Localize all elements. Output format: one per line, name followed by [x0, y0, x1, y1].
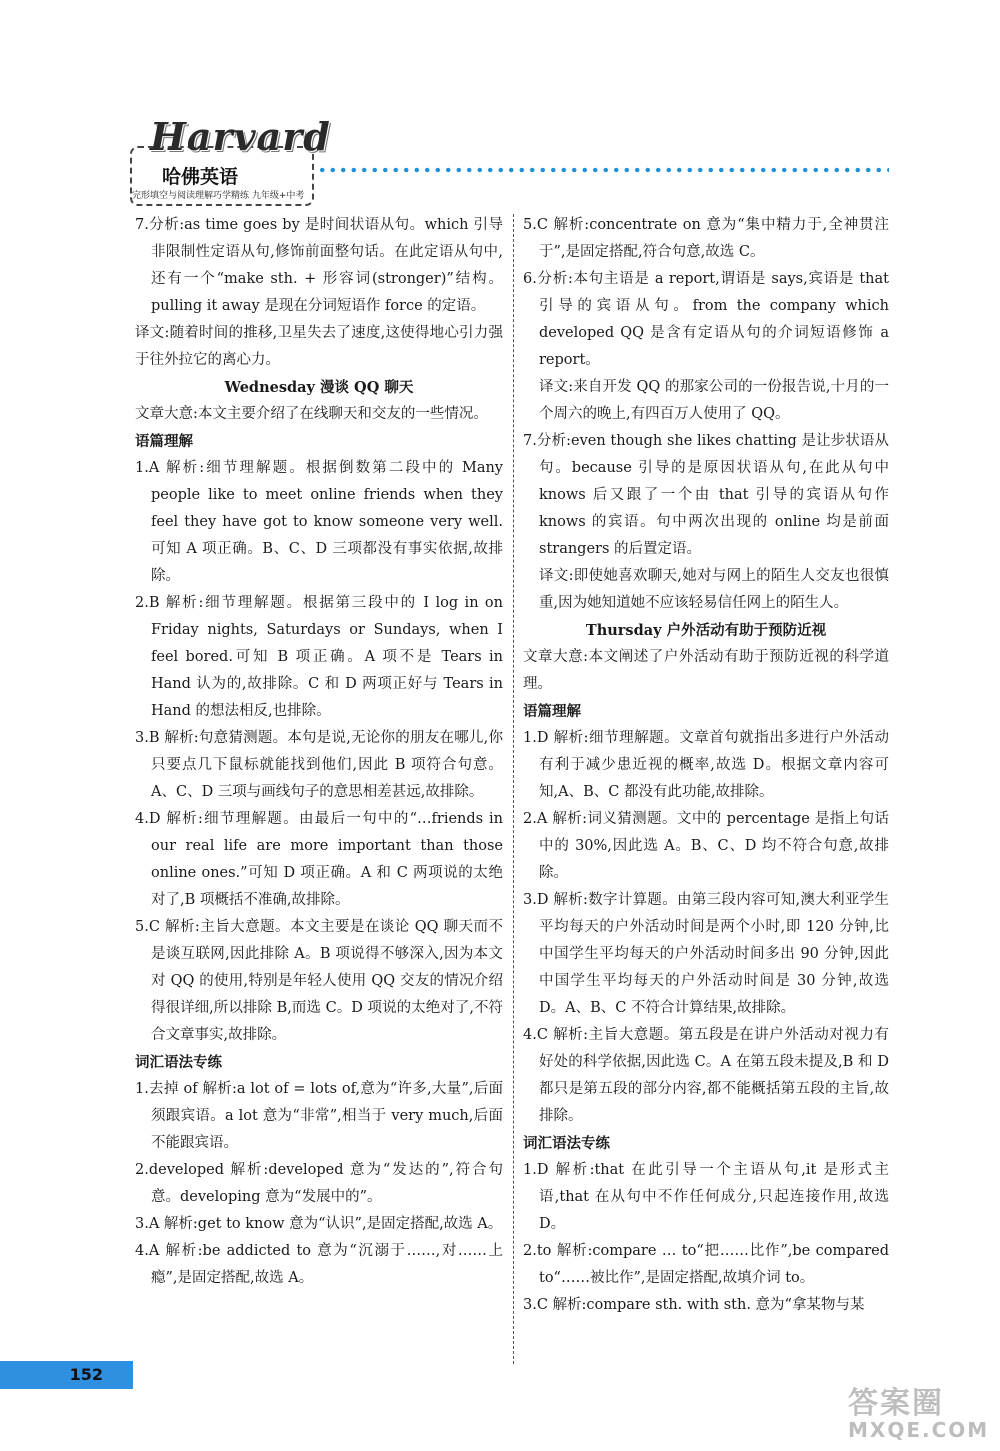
watermark-url: MXQE.COM — [848, 1418, 990, 1442]
main-idea: 文章大意:本文阐述了户外活动有助于预防近视的科学道理。 — [523, 649, 889, 692]
watermark-text: 答案圈 — [848, 1386, 944, 1421]
translation: 译文:即使她喜欢聊天,她对与网上的陌生人交友也很慎重,因为她知道她不应该轻易信任网上的陌生人。 — [539, 568, 889, 611]
answer-item: 4.D 解析:细节理解题。由最后一句中的“…friends in our real life are more important than those online ones.”可知 D 项正确。A 和 C 两项说的太绝对了,B 项概括不准确,故排除。 — [135, 811, 503, 908]
answer-item: 2.developed 解析:developed 意为“发达的”,符合句意。developing 意为“发展中的”。 — [135, 1162, 503, 1205]
logo-wordmark: Harvard — [150, 114, 331, 159]
watermark — [848, 1378, 998, 1448]
answer-item: 3.D 解析:数字计算题。由第三段内容可知,澳大利亚学生平均每天的户外活动时间是两个小时,即 120 分钟,比中国学生平均每天的户外活动时间多出 90 分钟,因此中国学生平均每天的户外活动时间是 30 分钟,故选 D。A、B、C 不符合计算结果,故排除。 — [523, 892, 889, 1016]
main-idea: 文章大意:本文主要介绍了在线聊天和交友的一些情况。 — [135, 406, 488, 422]
subsection-heading: 词汇语法专练 — [135, 1054, 222, 1071]
answer-item: 2.B 解析:细节理解题。根据第三段中的 I log in on Friday nights, Saturdays or Sundays, when I feel bored.可知 B 项正确。A 项不是 Tears in Hand 认为的,故排除。C 和 D 两项正好与 Tears in Hand 的想法相反,也排除。 — [135, 595, 503, 719]
subsection-heading: 语篇理解 — [523, 703, 581, 720]
answer-item: 1.去掉 of 解析:a lot of = lots of,意为“许多,大量”,后面须跟宾语。a lot 意为“非常”,相当于 very much,后面不能跟宾语。 — [135, 1081, 503, 1151]
answer-item: 1.A 解析:细节理解题。根据倒数第二段中的 Many people like to meet online friends when they feel they have got to know someone very well.可知 A 项正确。B、C、D 三项都没有事实依据,故排除。 — [135, 460, 503, 584]
header-dotted-rule — [317, 167, 889, 173]
answer-item: 5.C 解析:concentrate on 意为“集中精力于,全神贯注于”,是固定搭配,符合句意,故选 C。 — [523, 217, 889, 260]
left-column — [135, 212, 503, 1292]
translation: 译文:来自开发 QQ 的那家公司的一份报告说,十月的一个周六的晚上,有四百万人使用了 QQ。 — [539, 379, 889, 422]
answer-item: 2.to 解析:compare … to“把……比作”,be compared to“……被比作”,是固定搭配,故填介词 to。 — [523, 1243, 889, 1286]
answer-item: 3.C 解析:compare sth. with sth. 意为“拿某物与某 — [523, 1297, 865, 1313]
answer-item: 2.A 解析:词义猜测题。文中的 percentage 是指上句话中的 30%,因此选 A。B、C、D 均不符合句意,故排除。 — [523, 811, 889, 881]
subsection-heading: 语篇理解 — [135, 433, 193, 450]
subsection-heading: 词汇语法专练 — [523, 1135, 610, 1152]
section-title: Thursday 户外活动有助于预防近视 — [585, 622, 827, 639]
section-title: Wednesday 漫谈 QQ 聊天 — [224, 379, 414, 396]
logo-chinese: 哈佛英语 — [162, 166, 239, 188]
answer-item: 3.B 解析:句意猜测题。本句是说,无论你的朋友在哪儿,你只要点几下鼠标就能找到他们,因此 B 项符合句意。A、C、D 三项与画线句子的意思相差甚远,故排除。 — [135, 730, 503, 800]
page-header — [112, 114, 892, 208]
answer-item: 1.D 解析:that 在此引导一个主语从句,it 是形式主语,that 在从句中不作任何成分,只起连接作用,故选 D。 — [523, 1162, 889, 1232]
answer-item: 7.分析:as time goes by 是时间状语从句。which 引导非限制性定语从句,修饰前面整句话。在此定语从句中,还有一个“make sth. + 形容词(stronger)”结构。pulling it away 是现在分词短语作 force 的定语。 — [135, 217, 503, 314]
answer-item: 6.分析:本句主语是 a report,谓语是 says,宾语是 that 引导的宾语从句。from the company which developed QQ 是含有定语从句的介词短语修饰 a report。 — [523, 271, 889, 368]
right-column — [523, 212, 889, 1319]
answer-item: 4.C 解析:主旨大意题。第五段是在讲户外活动对视力有好处的科学依据,因此选 C。A 在第五段未提及,B 和 D 都只是第五段的部分内容,都不能概括第五段的主旨,故排除。 — [523, 1027, 889, 1124]
answer-item: 3.A 解析:get to know 意为“认识”,是固定搭配,故选 A。 — [135, 1216, 503, 1232]
column-divider — [513, 214, 514, 1364]
answer-item: 1.D 解析:细节理解题。文章首句就指出多进行户外活动有利于减少患近视的概率,故选 D。根据文章内容可知,A、B、C 都没有此功能,故排除。 — [523, 730, 889, 800]
answer-item: 4.A 解析:be addicted to 意为“沉溺于……,对……上瘾”,是固定搭配,故选 A。 — [135, 1243, 503, 1286]
book-subtitle: 完形填空与阅读理解巧学精练 九年级+中考 — [132, 191, 305, 201]
answer-item: 7.分析:even though she likes chatting 是让步状语从句。because 引导的是原因状语从句,在此从句中 knows 后又跟了一个由 that 引导的宾语从句作 knows 的宾语。句中两次出现的 online 均是前面 strangers 的后置定语。 — [523, 433, 889, 557]
answer-item: 5.C 解析:主旨大意题。本文主要是在谈论 QQ 聊天而不是谈互联网,因此排除 A。B 项说得不够深入,因为本文对 QQ 的使用,特别是年轻人使用 QQ 交友的情况介绍得很详细,所以排除 B,而选 C。D 项说的太绝对了,不符合文章事实,故排除。 — [135, 919, 503, 1043]
translation: 译文:随着时间的推移,卫星失去了速度,这使得地心引力强于往外拉它的离心力。 — [135, 325, 503, 368]
page-number: 152 — [0, 1361, 133, 1389]
